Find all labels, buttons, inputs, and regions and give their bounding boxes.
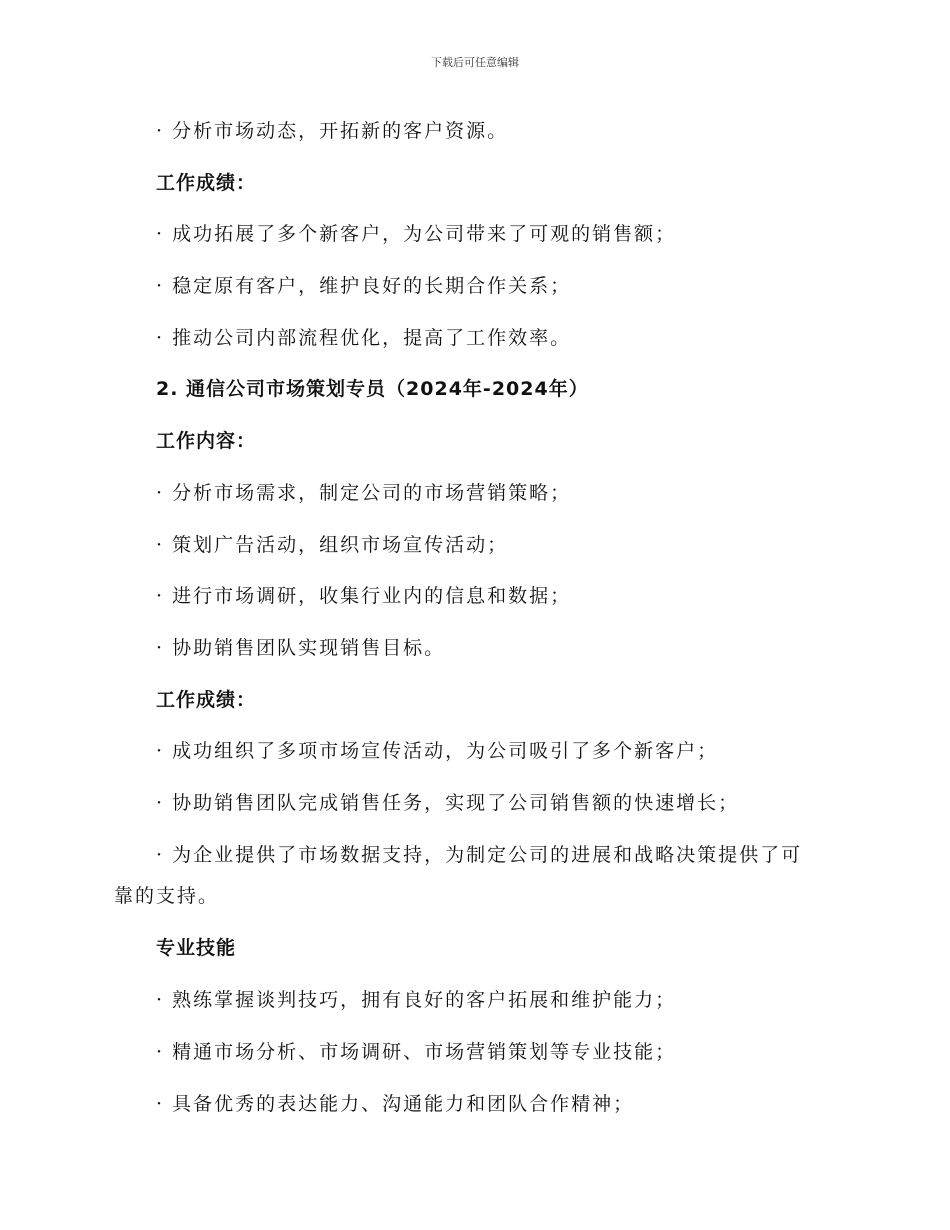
bullet-item: · 熟练掌握谈判技巧，拥有良好的客户拓展和维护能力； [156, 989, 677, 1011]
section-heading-skills: 专业技能 [156, 937, 237, 959]
bullet-item: · 具备优秀的表达能力、沟通能力和团队合作精神； [156, 1093, 635, 1115]
job-title-heading: 2. 通信公司市场策划专员（2024年-2024年） [156, 378, 589, 400]
page-header: 下载后可任意编辑 [431, 56, 519, 69]
bullet-item: · 成功组织了多项市场宣传活动，为公司吸引了多个新客户； [156, 740, 719, 762]
bullet-item: · 策划广告活动，组织市场宣传活动； [156, 534, 509, 556]
section-heading-achievements: 工作成绩： [156, 172, 257, 194]
bullet-item: · 为企业提供了市场数据支持，为制定公司的进展和战略决策提供了可 [156, 844, 803, 866]
bullet-item: · 精通市场分析、市场调研、市场营销策划等专业技能； [156, 1041, 677, 1063]
section-heading-duties: 工作内容： [156, 430, 257, 452]
bullet-item: · 进行市场调研，收集行业内的信息和数据； [156, 585, 572, 607]
bullet-item: · 推动公司内部流程优化，提高了工作效率。 [156, 327, 572, 349]
bullet-item-continuation: 靠的支持。 [114, 885, 220, 907]
bullet-item: · 协助销售团队完成销售任务，实现了公司销售额的快速增长； [156, 792, 740, 814]
bullet-item: · 分析市场动态，开拓新的客户资源。 [156, 120, 509, 142]
bullet-item: · 成功拓展了多个新客户，为公司带来了可观的销售额； [156, 223, 677, 245]
bullet-item: · 协助销售团队实现销售目标。 [156, 637, 446, 659]
bullet-item: · 稳定原有客户，维护良好的长期合作关系； [156, 275, 572, 297]
bullet-item: · 分析市场需求，制定公司的市场营销策略； [156, 482, 572, 504]
section-heading-achievements: 工作成绩： [156, 689, 257, 711]
